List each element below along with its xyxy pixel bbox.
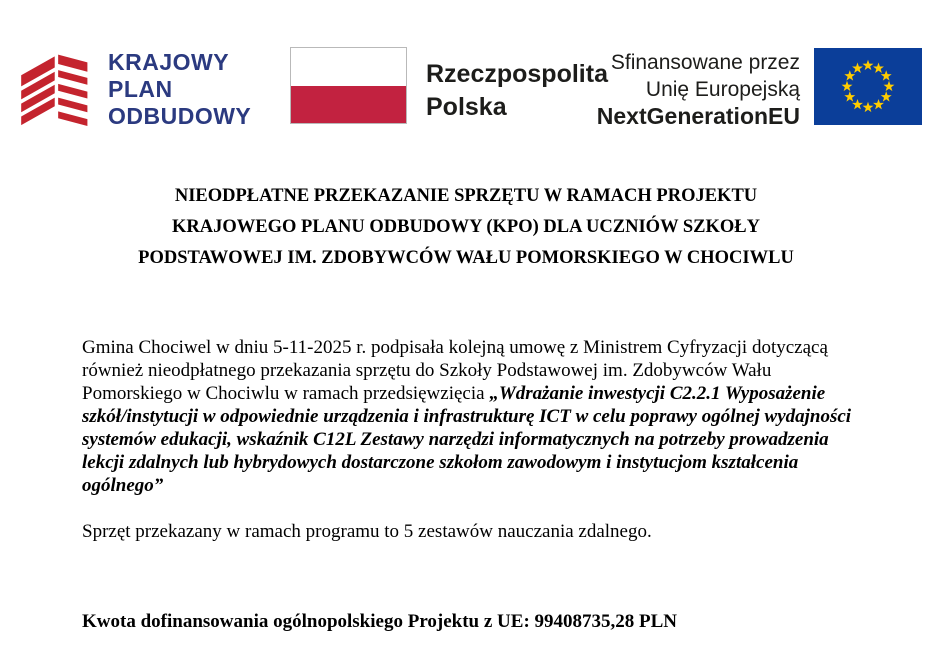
eu-flag-icon [814,48,922,125]
page-title-line3: PODSTAWOWEJ IM. ZDOBYWCÓW WAŁU POMORSKIEGO W CHOCIWLU [138,248,794,268]
poland-flag-icon [290,47,407,124]
poland-wordmark-line1: Rzeczpospolita [426,60,608,88]
kpo-logo-line3: ODBUDOWY [108,102,252,129]
equipment-note: Sprzęt przekazany w ramach programu to 5 zestawów nauczania zdalnego. [82,521,652,542]
eu-funding-line1: Sfinansowane przez [610,51,800,74]
poland-wordmark-line2: Polska [426,93,507,121]
nextgenerationeu-wordmark: NextGenerationEU [596,103,800,129]
kpo-logo [10,45,251,133]
kpo-logo-text [108,49,251,130]
funding-amount-line: Kwota dofinansowania ogólnopolskiego Projektu z UE: 99408735,28 PLN [82,611,678,632]
page-title-line1: NIEODPŁATNE PRZEKAZANIE SPRZĘTU W RAMACH PROJEKTU [174,186,758,206]
eu-funding-line2: Unię Europejską [645,78,800,101]
eu-funding-text [560,49,800,130]
kpo-logo-line2: PLAN [108,75,173,102]
poland-flag-white-stripe [291,48,406,86]
poland-flag-red-stripe [291,86,406,124]
kpo-building-icon [10,45,96,133]
body-paragraph [82,336,870,497]
page-title-line2: KRAJOWEGO PLANU ODBUDOWY (KPO) DLA UCZNIÓW SZKOŁY [172,217,760,237]
investment-name-emphasis: „Wdrażanie inwestycji C2.2.1 Wyposażenie szkół/instytucji w odpowiednie urządzenia i infrastrukturę ICT w celu poprawy ogólnej wydajności systemów edukacji, wskaźnik C12L Zestawy narzędzi informatycznych na potrzeby prowadzenia lekcji zdalnych lub hybrydowych dostarczone szkołom zawodowym i instytucjom kształcenia ogólnego” [82,383,852,496]
kpo-logo-line1: KRAJOWY [108,48,230,75]
page-title [0,181,932,274]
body-paragraph-normal: Gmina Chociwel w dniu 5-11-2025 r. podpisała kolejną umowę z Ministrem Cyfryzacji dotyczącą również nieodpłatnego przekazania sprzętu do Szkoły Podstawowej im. Zdobywców Wału Pomorskiego w Chociwlu w ramach przedsięwzięcia [82,337,828,404]
